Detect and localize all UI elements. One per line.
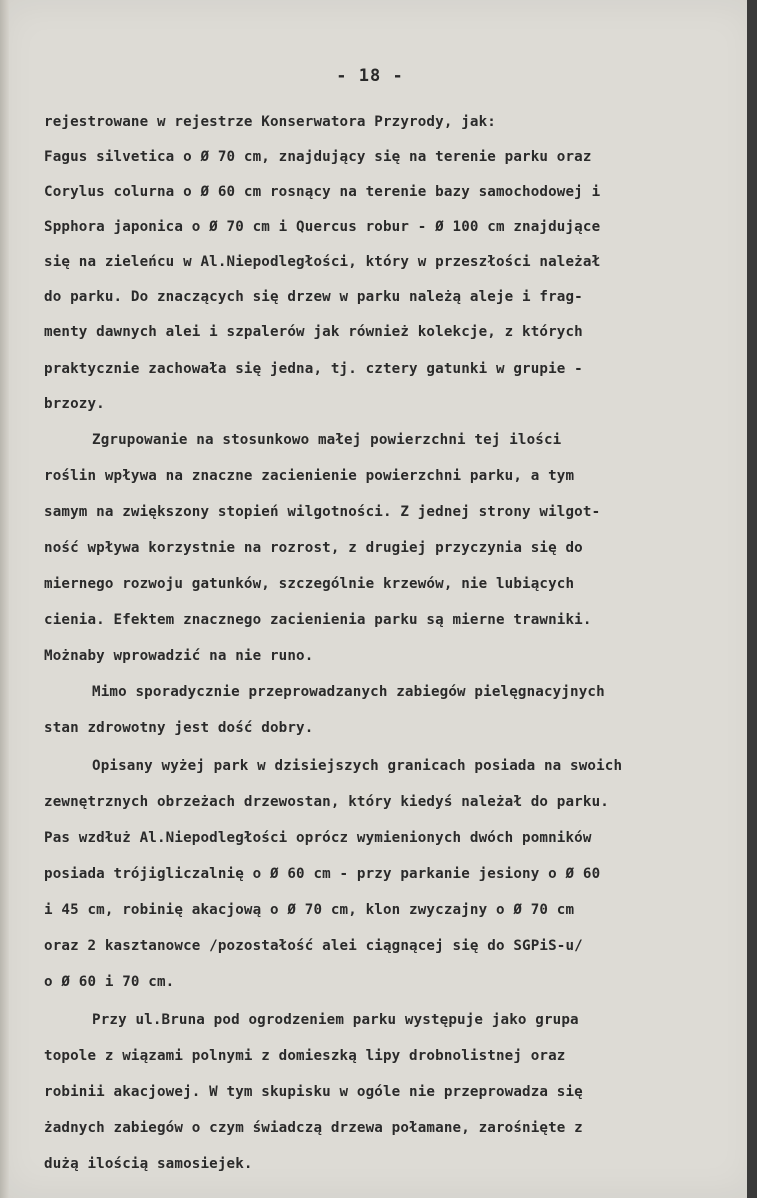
- text-line: miernego rozwoju gatunków, szczególnie krzewów, nie lubiących: [44, 576, 575, 592]
- text-line: roślin wpływa na znaczne zacienienie powierzchni parku, a tym: [44, 468, 575, 484]
- text-line: stan zdrowotny jest dość dobry.: [44, 720, 314, 736]
- text-line: rejestrowane w rejestrze Konserwatora Przyrody, jak:: [44, 114, 496, 130]
- text-line: Mimo sporadycznie przeprowadzanych zabiegów pielęgnacyjnych: [92, 684, 605, 700]
- text-line: Pas wzdłuż Al.Niepodległości oprócz wymienionych dwóch pomników: [44, 830, 592, 846]
- text-line: robinii akacjowej. W tym skupisku w ogóle nie przeprowadza się: [44, 1084, 583, 1100]
- page-left-edge: [0, 0, 9, 1198]
- text-line: zewnętrznych obrzeżach drzewostan, który kiedyś należał do parku.: [44, 794, 609, 810]
- text-line: menty dawnych alei i szpalerów jak również kolekcje, z których: [44, 324, 583, 340]
- text-line: ność wpływa korzystnie na rozrost, z drugiej przyczynia się do: [44, 540, 583, 556]
- text-line: posiada trójigliczalnię o Ø 60 cm - przy parkanie jesiony o Ø 60: [44, 866, 601, 882]
- text-line: Przy ul.Bruna pod ogrodzeniem parku występuje jako grupa: [92, 1012, 579, 1028]
- text-line: Corylus colurna o Ø 60 cm rosnący na terenie bazy samochodowej i: [44, 184, 601, 200]
- text-line: się na zieleńcu w Al.Niepodległości, który w przeszłości należał: [44, 254, 601, 270]
- text-line: brzozy.: [44, 396, 105, 412]
- text-line: o Ø 60 i 70 cm.: [44, 974, 175, 990]
- text-line: Opisany wyżej park w dzisiejszych granicach posiada na swoich: [92, 758, 623, 774]
- text-line: do parku. Do znaczących się drzew w parku należą aleje i frag-: [44, 289, 583, 305]
- text-line: i 45 cm, robinię akacjową o Ø 70 cm, klon zwyczajny o Ø 70 cm: [44, 902, 575, 918]
- text-line: praktycznie zachowała się jedna, tj. cztery gatunki w grupie -: [44, 361, 583, 377]
- text-line: dużą ilością samosiejek.: [44, 1156, 253, 1172]
- text-line: samym na zwiększony stopień wilgotności. Z jednej strony wilgot-: [44, 504, 601, 520]
- text-line: Fagus silvetica o Ø 70 cm, znajdujący się na terenie parku oraz: [44, 149, 592, 165]
- text-line: Spphora japonica o Ø 70 cm i Quercus robur - Ø 100 cm znajdujące: [44, 219, 601, 235]
- text-line: topole z wiązami polnymi z domieszką lipy drobnolistnej oraz: [44, 1048, 566, 1064]
- text-line: cienia. Efektem znacznego zacienienia parku są mierne trawniki.: [44, 612, 592, 628]
- text-line: oraz 2 kasztanowce /pozostałość alei ciągnącej się do SGPiS-u/: [44, 938, 583, 954]
- text-line: Możnaby wprowadzić na nie runo.: [44, 648, 314, 664]
- text-line: żadnych zabiegów o czym świadczą drzewa połamane, zarośnięte z: [44, 1120, 583, 1136]
- page-number: - 18 -: [336, 66, 404, 86]
- text-line: Zgrupowanie na stosunkowo małej powierzchni tej ilości: [92, 432, 562, 448]
- page-right-edge: [747, 0, 757, 1198]
